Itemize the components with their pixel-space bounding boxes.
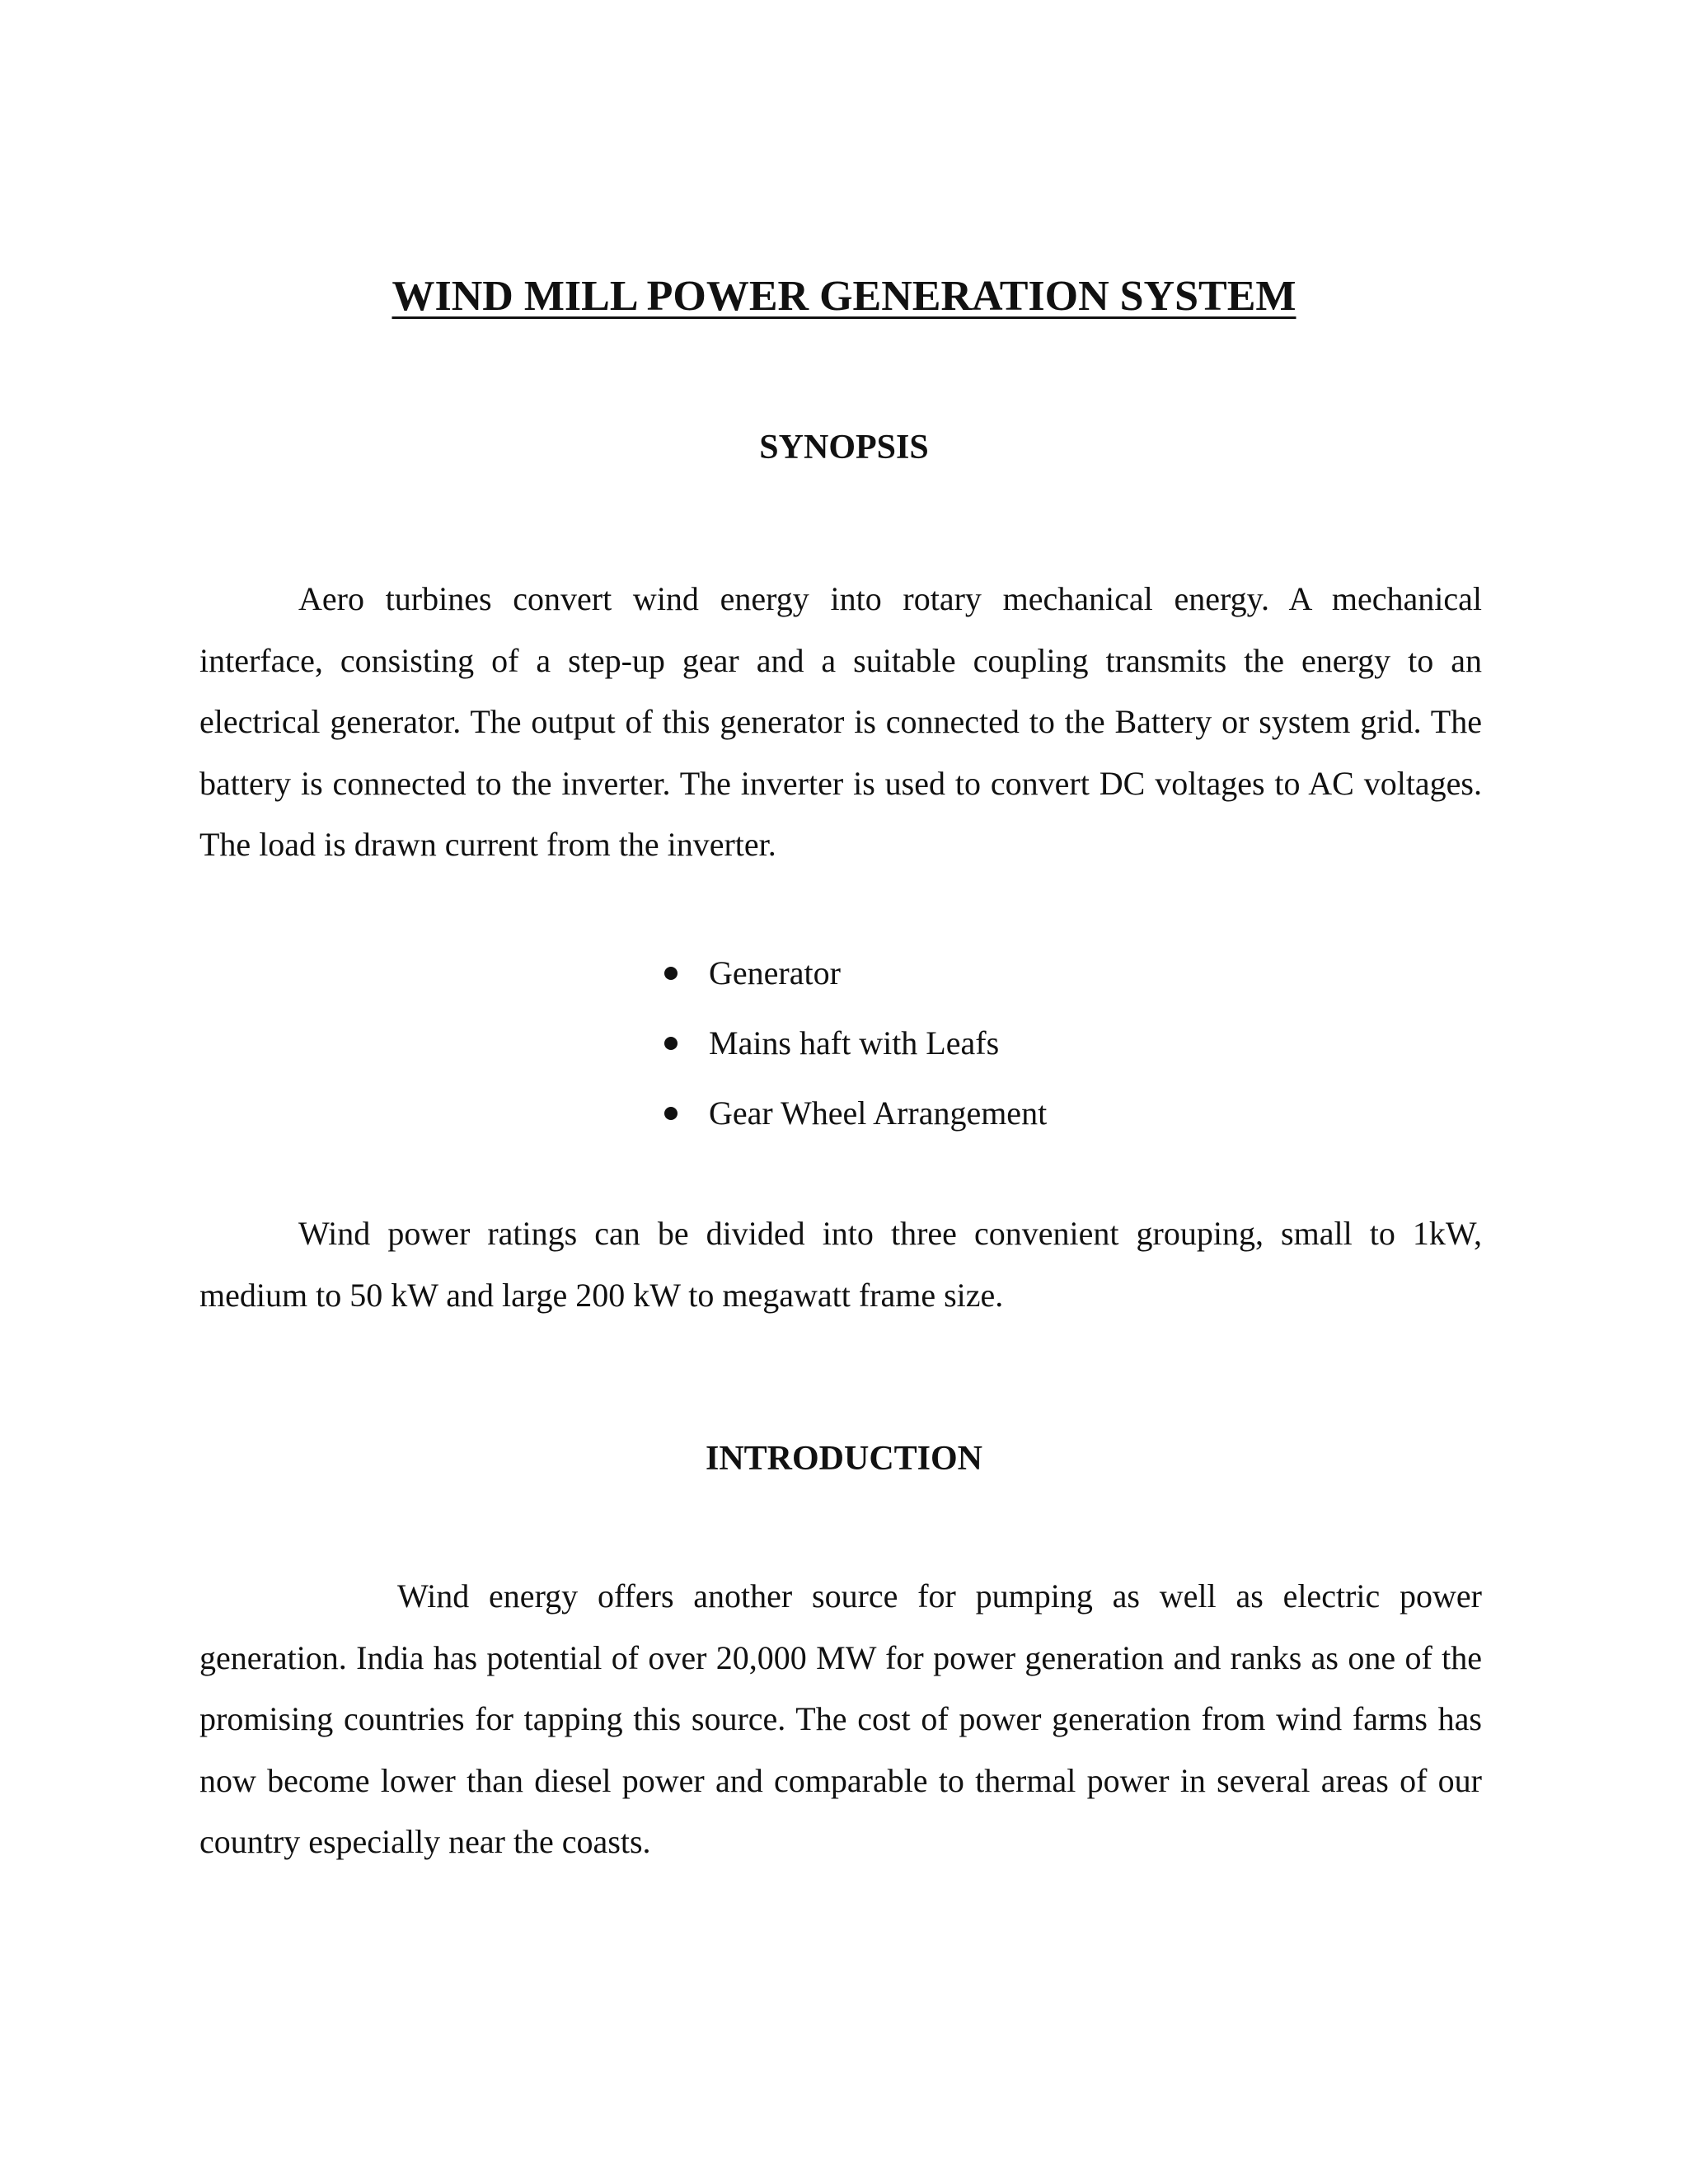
synopsis-heading: SYNOPSIS xyxy=(759,429,929,466)
synopsis-paragraph-1: Aero turbines convert wind energy into rotary mechanical energy. A mechanical interface, consisting of a step-up gear and a suitable coupling transmits the energy to an electrical generator. The output of this generator is connected to the Battery or system grid. The battery is connected to the inverter. The inverter is used to convert DC voltages to AC voltages. The load is drawn current from the inverter. xyxy=(199,580,1482,863)
component-list xyxy=(659,938,1047,1148)
list-item-label: Gear Wheel Arrangement xyxy=(709,1094,1048,1132)
list-item xyxy=(659,1078,1047,1148)
list-item xyxy=(659,938,1047,1008)
introduction-paragraph: Wind energy offers another source for pumping as well as electric power generation. India has potential of over 20,000 MW for power generation and ranks as one of the promising countries for tapping this source. The cost of power generation from wind farms has now become lower than diesel power and comparable to thermal power in several areas of our country especially near the coasts. xyxy=(199,1577,1482,1860)
bullet-icon xyxy=(664,967,678,980)
list-item-label: Generator xyxy=(709,954,841,991)
list-item xyxy=(659,1008,1047,1078)
bullet-icon xyxy=(664,1037,678,1050)
introduction-heading: INTRODUCTION xyxy=(705,1440,983,1478)
list-item-label: Mains haft with Leafs xyxy=(709,1024,1000,1062)
synopsis-paragraph-2: Wind power ratings can be divided into three convenient grouping, small to 1kW, medium to 50 kW and large 200 kW to megawatt frame size. xyxy=(199,1215,1482,1314)
document-title: WIND MILL POWER GENERATION SYSTEM xyxy=(392,273,1296,320)
bullet-icon xyxy=(664,1107,678,1120)
